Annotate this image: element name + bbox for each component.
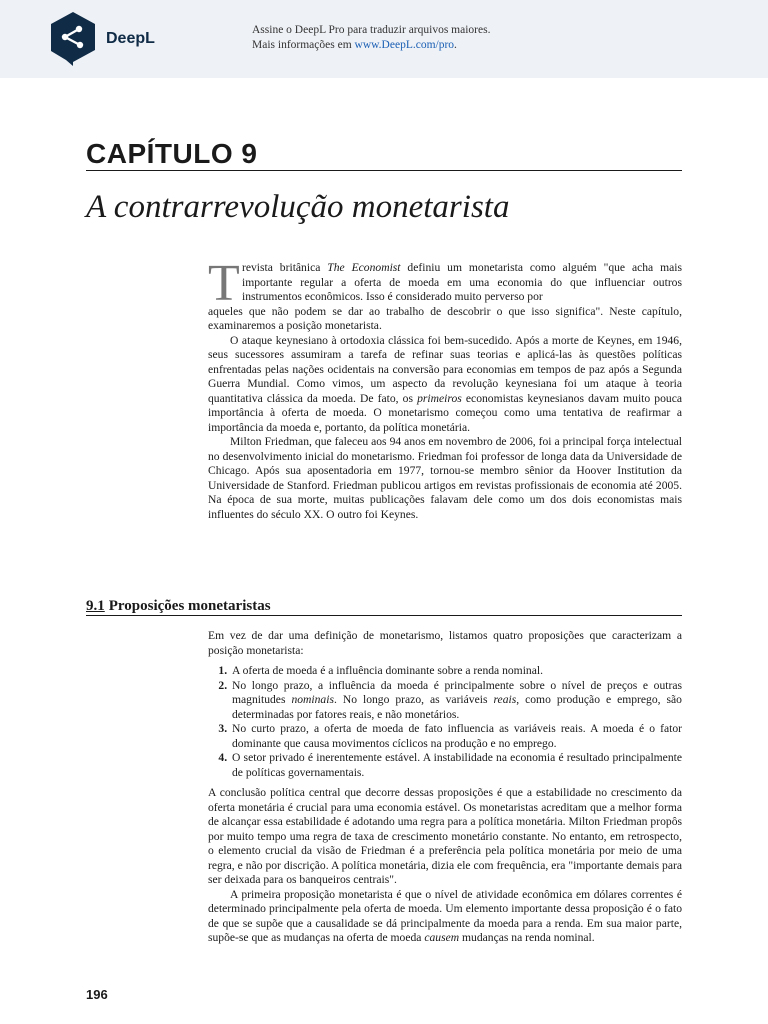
section-heading bbox=[86, 597, 682, 616]
logo-text: DeepL bbox=[106, 30, 155, 47]
intro-p2-text-a: O ataque keynesiano à ortodoxia clássica foi bem-sucedido. Após a morte de Keynes, em 1946, seus sucessores assumiram a tarefa de refinar suas teorias e aplicá-las às questões políticas enfrentadas pelas nações ocidentais na conversão para economias em tempos de paz após a Segunda Guerra Mundial. Como vimos, um aspecto da revolução keynesiana foi um ataque à teoria quantitativa clássica da moeda. De fato, os bbox=[208, 333, 682, 405]
section-lead: Em vez de dar uma definição de monetarismo, listamos quatro proposições que caracterizam a posição monetarista: bbox=[208, 629, 682, 657]
list-item: 4. O setor privado é inerentemente estável. A instabilidade na economia é resultado principalmente de políticas governamentais. bbox=[230, 751, 682, 780]
deepl-logo[interactable] bbox=[48, 10, 168, 66]
intro-text bbox=[208, 255, 683, 522]
list-item bbox=[230, 679, 682, 723]
promo-line-2 bbox=[252, 38, 490, 53]
intro-paragraph-1-start bbox=[242, 261, 682, 305]
chapter-heading bbox=[86, 139, 682, 171]
intro-paragraph-3: Milton Friedman, que faleceu aos 94 anos em novembro de 2006, foi a principal força intelectual no desenvolvimento inicial do monetarismo. Friedman foi professor de longa data da Universidade de Chicago. Após sua aposentadoria em 1977, tornou-se membro sênior da Hoover Institution da Universidade de Stanford. Friedman publicou artigos em revistas profissionais de economia até 2005. Na época de sua morte, muitas publicações falavam dele como um dos dois economistas mais influentes do século XX. O outro foi Keynes. bbox=[208, 435, 682, 521]
promo-text bbox=[252, 23, 490, 53]
section-body bbox=[208, 629, 682, 946]
section-title: Proposições monetaristas bbox=[108, 598, 271, 614]
chapter-title: A contrarrevolução monetarista bbox=[86, 189, 510, 225]
conclusion-paragraph: A conclusão política central que decorre dessas proposições é que a estabilidade no crescimento da oferta monetária é crucial para uma economia estável. Os monetaristas acreditam que a melhor forma de alcançar essa estabilidade é adotando uma regra para a política monetária. Milton Friedman propôs por muito tempo uma regra de taxa de crescimento monetário constante. No entanto, em retrospecto, o elemento crucial da visão de Friedman é a preferência pela política monetária por meio de uma regra, e não por discrição. A política monetária, dizia ele com frequência, era "importante demais para ser deixada para os banqueiros centrais". bbox=[208, 786, 682, 886]
page-number: 196 bbox=[86, 987, 108, 1002]
dropcap-paragraph bbox=[208, 255, 683, 312]
deepl-banner bbox=[0, 0, 768, 78]
intro-p2-text-b: economistas keynesianos davam muito pouca importância à oferta de moeda. O monetarismo começou como uma tentativa de reafirmar a importância da moeda e, portanto, da política monetária. bbox=[208, 391, 682, 434]
intro-p1-text-a: revista britânica bbox=[242, 261, 328, 274]
list-item: 1. A oferta de moeda é a influência dominante sobre a renda nominal. bbox=[230, 664, 682, 679]
deepl-logo-icon bbox=[48, 10, 98, 66]
first-prop-text-a: A primeira proposição monetarista é que o nível de atividade econômica em dólares correntes é determinado principalmente pela oferta de moeda. Um elemento importante dessa proposição é o fato de que se supõe que a causalidade se dá principalmente da moeda para a renda. Em sua maior parte, supõe-se que as mudanças na oferta de moeda bbox=[208, 887, 682, 944]
section-number: 9.1 bbox=[86, 598, 105, 614]
magazine-name: The Economist bbox=[327, 261, 401, 274]
intro-p2-emphasis: primeiros bbox=[417, 391, 462, 405]
list-item-2-text-a: No longo prazo, a influência da moeda é principalmente sobre o nível de preços e outras magnitudes bbox=[232, 678, 682, 706]
first-proposition-paragraph bbox=[208, 888, 682, 946]
list-item-2-text-b: . No longo prazo, as variáveis bbox=[333, 693, 494, 706]
first-prop-emphasis: causem bbox=[424, 931, 460, 944]
list-item: 3. No curto prazo, a oferta de moeda de fato influencia as variáveis reais. A moeda é o fator dominante que causa movimentos cíclicos na produção e no emprego. bbox=[230, 722, 682, 751]
list-item-2-emphasis-2: reais bbox=[493, 693, 517, 706]
promo-line-2-suffix: . bbox=[454, 39, 457, 51]
list-item-2-text-c: , como produção e emprego, são determinadas por fatores reais, e não monetários. bbox=[232, 693, 682, 721]
promo-link[interactable]: www.DeepL.com/pro bbox=[354, 39, 455, 51]
first-prop-text-b: mudanças na renda nominal. bbox=[459, 931, 595, 944]
promo-line-1: Assine o DeepL Pro para traduzir arquivos maiores. bbox=[252, 24, 491, 36]
propositions-list bbox=[208, 664, 682, 780]
dropcap: T bbox=[208, 255, 240, 312]
intro-paragraph-2 bbox=[208, 334, 682, 436]
intro-paragraph-1-end: aqueles que não podem se dar ao trabalho de descobrir o que isso significa". Neste capítulo, examinaremos a posição monetarista. bbox=[208, 304, 682, 332]
list-item-2-emphasis-1: nominais bbox=[291, 693, 334, 706]
chapter-label: CAPÍTULO 9 bbox=[86, 138, 258, 169]
promo-line-2-prefix: Mais informações em bbox=[252, 39, 355, 51]
intro-p1-text-b: definiu um monetarista como alguém "que acha mais importante regular a oferta de moeda em uma economia do que influenciar outros instrumentos econômicos. Isso é considerado muito perverso por bbox=[242, 261, 683, 303]
